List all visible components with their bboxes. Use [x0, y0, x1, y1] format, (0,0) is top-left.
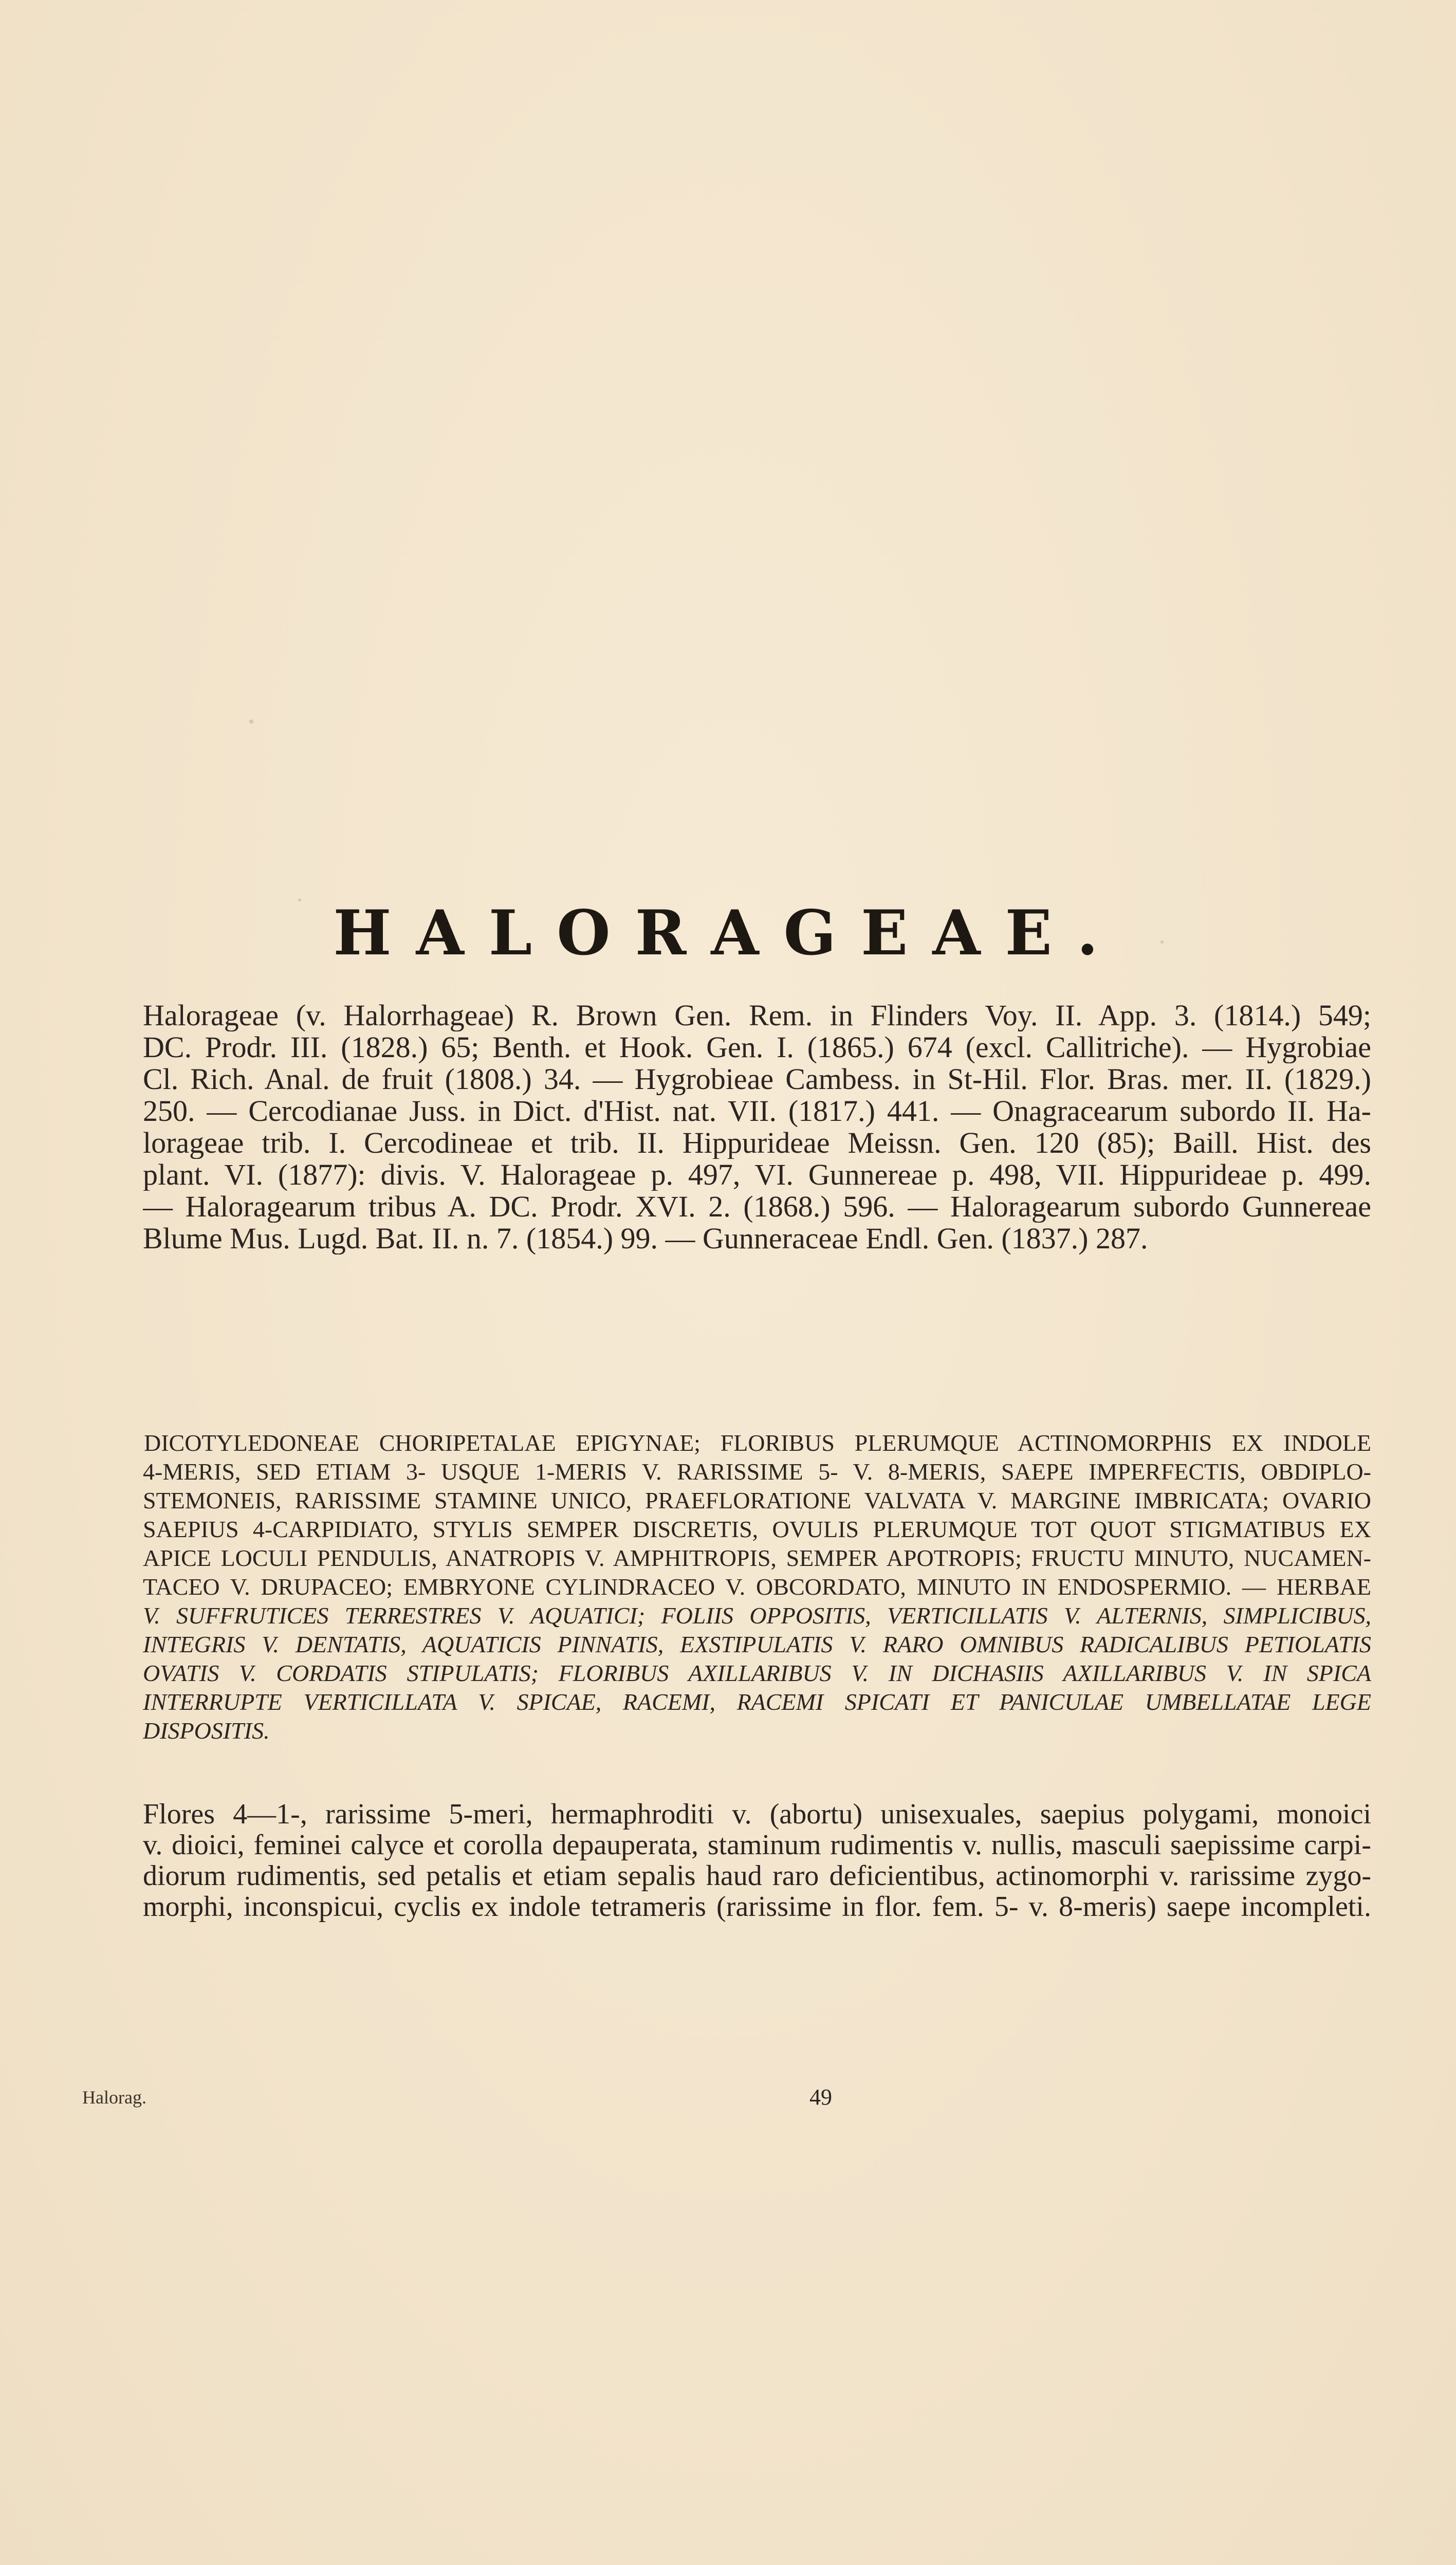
running-head: Halorag. — [82, 2087, 146, 2108]
diagnosis-line: DICOTYLEDONEAE CHORIPETALAE EPIGYNAE; FLORIBUS PLERUMQUE ACTINOMORPHIS EX INDOLE — [144, 1430, 1371, 1456]
diagnosis-line: OVATIS V. CORDATIS STIPULATIS; FLORIBUS AXILLARIBUS V. IN DICHASIIS AXILLARIBUS V. IN SPICA — [143, 1660, 1371, 1686]
diagnosis-line: 4-MERIS, SED ETIAM 3- USQUE 1-MERIS V. RARISSIME 5- V. 8-MERIS, SAEPE IMPERFECTIS, OBDIPLO- — [143, 1459, 1371, 1485]
diagnosis-line: STEMONEIS, RARISSIME STAMINE UNICO, PRAEFLORATIONE VALVATA V. MARGINE IMBRICATA; OVARIO — [143, 1487, 1371, 1514]
synonymy-line: Cl. Rich. Anal. de fruit (1808.) 34. — Hygrobieae Cambess. in St-Hil. Flor. Bras. mer. II. (1829.) — [143, 1063, 1371, 1095]
diagnosis-paragraph — [143, 1429, 1371, 1745]
flores-line: v. dioici, feminei calyce et corolla depauperata, staminum rudimentis v. nullis, masculi saepissime carpi- — [143, 1830, 1371, 1860]
flores-line: Flores 4—1-, rarissime 5-meri, hermaphroditi v. (abortu) unisexuales, saepius polygami, monoici — [143, 1799, 1371, 1830]
diagnosis-line: DISPOSITIS. — [143, 1718, 270, 1744]
diagnosis-line: INTERRUPTE VERTICILLATA V. SPICAE, RACEMI, RACEMI SPICATI ET PANICULAE UMBELLATAE LEGE — [143, 1689, 1371, 1715]
diagnosis-line: SAEPIUS 4-CARPIDIATO, STYLIS SEMPER DISCRETIS, OVULIS PLERUMQUE TOT QUOT STIGMATIBUS EX — [143, 1516, 1371, 1542]
page-title: HALORAGEAE. — [333, 897, 1123, 969]
flores-line: diorum rudimentis, sed petalis et etiam sepalis haud raro deficientibus, actinomorphi v. rarissime zygo- — [143, 1860, 1371, 1891]
diagnosis-line: INTEGRIS V. DENTATIS, AQUATICIS PINNATIS, EXSTIPULATIS V. RARO OMNIBUS RADICALIBUS PETIOLATIS — [143, 1631, 1371, 1657]
synonymy-line: Blume Mus. Lugd. Bat. II. n. 7. (1854.) 99. — Gunneraceae Endl. Gen. (1837.) 287. — [143, 1223, 1148, 1254]
synonymy-line: DC. Prodr. III. (1828.) 65; Benth. et Hook. Gen. I. (1865.) 674 (excl. Callitriche). — Hygrobiae — [143, 1031, 1371, 1063]
paper-blemish — [249, 719, 253, 724]
flores-line: morphi, inconspicui, cyclis ex indole tetrameris (rarissime in flor. fem. 5- v. 8-meris) saepe incompleti. — [143, 1891, 1371, 1922]
signature-mark: 49 — [809, 2084, 832, 2110]
synonymy-line: Halorageae (v. Halorrhageae) R. Brown Gen. Rem. in Flinders Voy. II. App. 3. (1814.) 549; — [143, 1000, 1371, 1031]
synonymy-line: lorageae trib. I. Cercodineae et trib. II. Hippurideae Meissn. Gen. 120 (85); Baill. Hist. des — [143, 1127, 1371, 1159]
synonymy-paragraph — [143, 1000, 1371, 1254]
flores-paragraph — [143, 1799, 1371, 1922]
synonymy-line: plant. VI. (1877): divis. V. Halorageae p. 497, VI. Gunnereae p. 498, VII. Hippurideae p. 499. — [143, 1159, 1371, 1191]
synonymy-line: 250. — Cercodianae Juss. in Dict. d'Hist. nat. VII. (1817.) 441. — Onagracearum subordo II. Ha- — [143, 1095, 1371, 1127]
diagnosis-line: APICE LOCULI PENDULIS, ANATROPIS V. AMPHITROPIS, SEMPER APOTROPIS; FRUCTU MINUTO, NUCAMEN- — [143, 1545, 1371, 1571]
synonymy-line: — Haloragearum tribus A. DC. Prodr. XVI. 2. (1868.) 596. — Haloragearum subordo Gunnereae — [143, 1191, 1371, 1223]
diagnosis-line: TACEO V. DRUPACEO; EMBRYONE CYLINDRACEO V. OBCORDATO, MINUTO IN ENDOSPERMIO. — HERBAE — [143, 1574, 1371, 1600]
diagnosis-line: V. SUFFRUTICES TERRESTRES V. AQUATICI; FOLIIS OPPOSITIS, VERTICILLATIS V. ALTERNIS, SIMPLICIBUS, — [143, 1602, 1371, 1629]
